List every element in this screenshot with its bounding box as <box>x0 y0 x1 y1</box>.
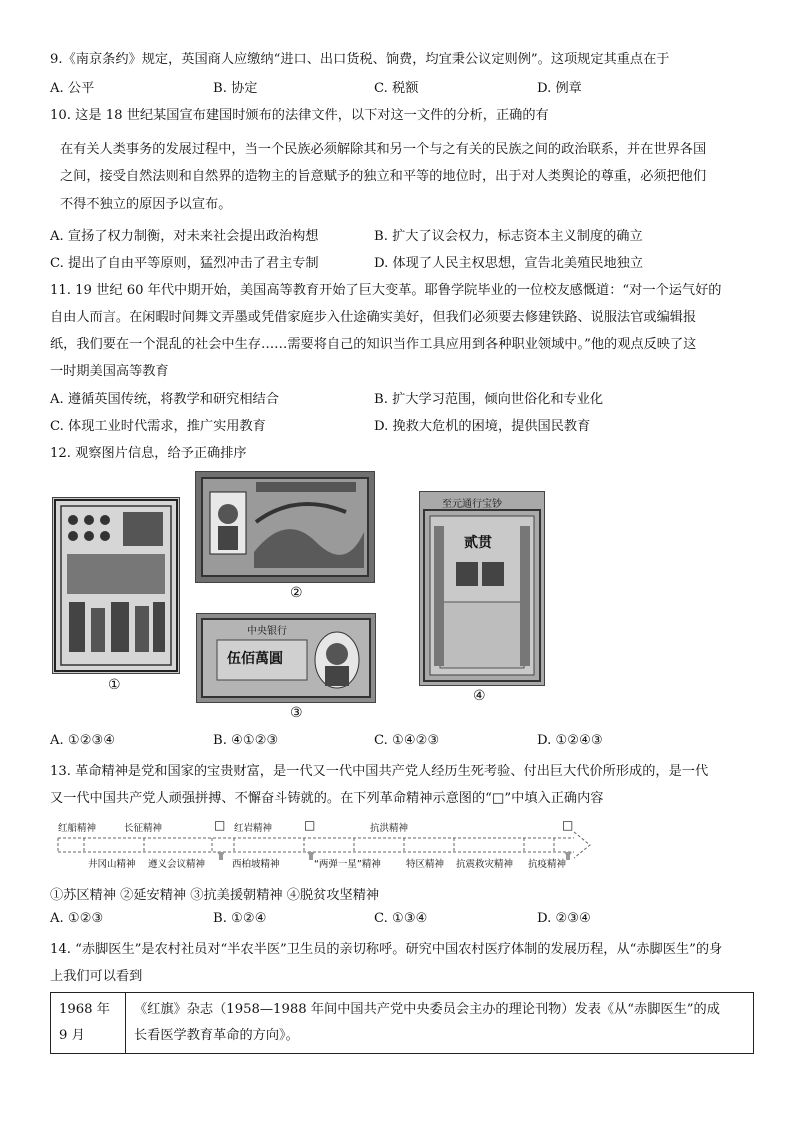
table-cell-text <box>126 993 754 1054</box>
q14-stem-line: 上我们可以看到 <box>50 969 143 984</box>
image-label-3: ③ <box>290 705 303 721</box>
timeline-label: 西柏坡精神 <box>232 859 280 870</box>
q11-stem-line: 自由人而言。在闲暇时间舞文弄墨或凭借家庭步入仕途确实美好，但我们必须要去修建铁路、说服法官或编辑报 <box>50 310 697 325</box>
date-line: 9 月 <box>59 1028 85 1043</box>
timeline-label: 井冈山精神 <box>88 859 136 870</box>
timeline-label: 红船精神 <box>58 823 97 834</box>
q12-option-a: A. ①②③④ <box>50 733 116 748</box>
q9-stem: 9.《南京条约》规定，英国商人应缴纳“进口、出口货税、饷费，均宜秉公议定则例”。这项规定其重点在于 <box>50 52 670 67</box>
text-line: 长看医学教育革命的方向》。 <box>134 1028 299 1043</box>
q12-stem: 12. 观察图片信息，给予正确排序 <box>50 446 247 461</box>
timeline-label: 遵义会议精神 <box>148 859 206 870</box>
image-label-2: ② <box>290 585 303 601</box>
q9-option-b: B. 协定 <box>213 81 258 96</box>
q13-stem-line: 又一代中国共产党人顽强拼搏、不懈奋斗铸就的。在下列革命精神示意图的“□”中填入正确内容 <box>50 791 604 806</box>
banknote-image-4 <box>419 491 545 686</box>
banknote-image-3 <box>196 613 376 703</box>
q14-table <box>50 992 754 1054</box>
q10-quote-line: 不得不独立的原因予以宣布。 <box>60 197 232 212</box>
spirit-timeline <box>54 818 594 870</box>
timeline-label: “两弹一星”精神 <box>314 859 381 870</box>
timeline-label: 抗震救灾精神 <box>456 859 514 870</box>
note3-value: 伍佰萬圓 <box>227 651 283 667</box>
note3-bank-name: 中央银行 <box>247 626 287 637</box>
q10-option-a: A. 宣扬了权力制衡，对未来社会提出政治构想 <box>50 229 319 244</box>
q12-option-b: B. ④①②③ <box>213 733 279 748</box>
q11-option-a: A. 遵循英国传统，将教学和研究相结合 <box>50 392 279 407</box>
timeline-blank-box: □ <box>562 818 574 832</box>
q9-option-a: A. 公平 <box>50 81 95 96</box>
q9-option-d: D. 例章 <box>537 81 582 96</box>
date-line: 1968 年 <box>59 1002 110 1017</box>
q9-option-c: C. 税额 <box>374 81 419 96</box>
q12-option-d: D. ①②④③ <box>537 733 603 748</box>
timeline-label: 红岩精神 <box>234 823 273 834</box>
q11-stem-line: 一时期美国高等教育 <box>50 364 169 379</box>
q10-option-b: B. 扩大了议会权力，标志资本主义制度的确立 <box>374 229 643 244</box>
banknote-image-1 <box>52 497 180 674</box>
q13-stem-line: 13. 革命精神是党和国家的宝贵财富，是一代又一代中国共产党人经历生死考验、付出巨大代价所形成的，是一代 <box>50 764 709 779</box>
q10-option-d: D. 体现了人民主权思想，宣告北美殖民地独立 <box>374 256 644 271</box>
q11-stem-line: 11. 19 世纪 60 年代中期开始，美国高等教育开始了巨大变革。耶鲁学院毕业的一位校友感慨道：“对一个运气好的 <box>50 283 722 298</box>
q10-quote-line: 之间，接受自然法则和自然界的造物主的旨意赋予的独立和平等的地位时，出于对人类舆论的尊重，必须把他们 <box>60 169 707 184</box>
timeline-blank-box: □ <box>304 818 316 832</box>
table-cell-date <box>51 993 126 1054</box>
note4-title: 至元通行宝钞 <box>442 499 502 510</box>
q11-option-c: C. 体现工业时代需求，推广实用教育 <box>50 419 266 434</box>
q13-option-a: A. ①②③ <box>50 911 104 926</box>
q13-items: ①苏区精神 ②延安精神 ③抗美援朝精神 ④脱贫攻坚精神 <box>50 888 380 903</box>
timeline-label: 抗疫精神 <box>528 859 567 870</box>
text-line: 《红旗》杂志（1958—1988 年间中国共产党中央委员会主办的理论刊物）发表《从“赤脚医生”的成 <box>134 1002 720 1017</box>
q10-stem: 10. 这是 18 世纪某国宣布建国时颁布的法律文件，以下对这一文件的分析，正确的有 <box>50 108 549 123</box>
q11-option-d: D. 挽救大危机的困境，提供国民教育 <box>374 419 591 434</box>
q11-option-b: B. 扩大学习范围，倾向世俗化和专业化 <box>374 392 604 407</box>
q12-option-c: C. ①④②③ <box>374 733 440 748</box>
banknote-image-2 <box>195 471 375 583</box>
table-row <box>51 993 754 1054</box>
note4-value: 贰贯 <box>464 535 492 551</box>
timeline-label: 抗洪精神 <box>370 823 409 834</box>
timeline-label: 特区精神 <box>406 859 445 870</box>
q10-option-c: C. 提出了自由平等原则，猛烈冲击了君主专制 <box>50 256 319 271</box>
q11-stem-line: 纸，我们要在一个混乱的社会中生存……需要将自己的知识当作工具应用到各种职业领域中。”他的观点反映了这 <box>50 337 697 352</box>
timeline-label: 长征精神 <box>124 823 163 834</box>
image-label-4: ④ <box>473 688 486 704</box>
timeline-blank-box: □ <box>214 818 226 832</box>
image-label-1: ① <box>108 677 121 693</box>
q13-option-d: D. ②③④ <box>537 911 591 926</box>
q13-option-c: C. ①③④ <box>374 911 428 926</box>
q10-quote-line: 在有关人类事务的发展过程中，当一个民族必须解除其和另一个与之有关的民族之间的政治联系，并在世界各国 <box>60 142 707 157</box>
q13-option-b: B. ①②④ <box>213 911 267 926</box>
q14-stem-line: 14. “赤脚医生”是农村社员对“半农半医”卫生员的亲切称呼。研究中国农村医疗体制的发展历程，从“赤脚医生”的身 <box>50 942 723 957</box>
